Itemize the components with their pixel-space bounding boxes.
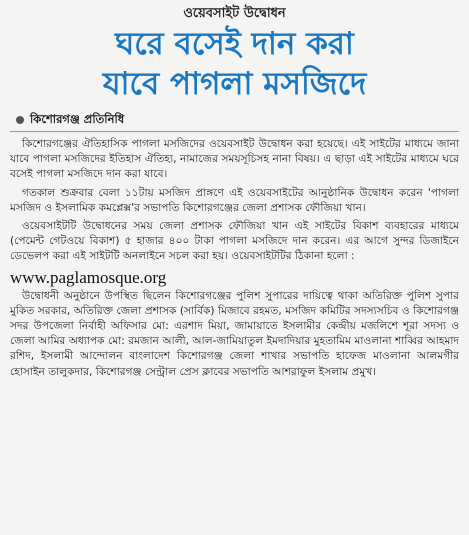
paragraph: গতকাল শুক্রবার বেলা ১১টায় মসজিদ প্রাঙ্গণে এই ওয়েবসাইটের আনুষ্ঠানিক উদ্বোধন করেন 'পাগলা মসজিদ ও ইসলামিক কমপ্লেক্স'র সভাপতি কিশোরগঞ্জের জেলা প্রশাসক ফৌজিয়া খান। <box>10 186 459 214</box>
kicker-label: ওয়েবসাইট উদ্বোধন <box>183 6 286 21</box>
headline-line-2: যাবে পাগলা মসজিদে <box>102 66 367 102</box>
bullet-icon <box>16 116 24 124</box>
byline-text: কিশোরগঞ্জ প্রতিনিধি <box>30 112 125 126</box>
byline <box>16 112 459 127</box>
paragraph: ওয়েবসাইটটি উদ্বোধনের সময় জেলা প্রশাসক ফৌজিয়া খান এই সাইটের বিকাশ ব্যবহারের মাধ্যমে (পেমেন্ট গেটওয়ে বিকাশ) ৫ হাজার ৪০০ টাকা পাগলা মসজিদে দান করেন। এর আগে সুন্দর ডিজাইনে ডেভেলপ করা এই সাইটটি অনলাইনে সচল করা হয়। ওয়েবসাইটটির ঠিকানা হলো : <box>10 220 459 263</box>
divider <box>10 131 459 132</box>
paragraph: উদ্বোধনী অনুষ্ঠানে উপস্থিত ছিলেন কিশোরগঞ্জের পুলিশ সুপারের দায়িত্বে থাকা অতিরিক্ত পুলিশ সুপার মুকিত সরকার, অতিরিক্ত জেলা প্রশাসক (সার্বিক) মিজাবে রহমত, মসজিদ কমিটির সদস্যসচিব ও কিশোরগঞ্জ সদর উপজেলা নির্বাহী অফিসার মো: এরশাদ মিয়া, জামায়াতে ইসলামীর কেন্দ্রীয় মজলিশে শূরা সদস্য ও জেলা আমির অধ্যাপক মো: রমজান আলী, আল-জামিয়াতুল ইমদাদিয়ার মুহতামিম মাওলানা শাব্বির আহমাদ রশিদ, ইসলামী আন্দোলন বাংলাদেশ কিশোরগঞ্জ জেলা শাখার সভাপতি হাফেজ মাওলানা আলমগীর হোসাইন তালুকদার, কিশোরগঞ্জ সেন্ট্রাল প্রেস ক্লাবের সভাপতি আশরাফুল ইসলাম প্রমুখ। <box>10 289 459 378</box>
paragraph: কিশোরগঞ্জের ঐতিহাসিক পাগলা মসজিদের ওয়েবসাইট উদ্বোধন করা হয়েছে। এই সাইটের মাধ্যমে জানা যাবে পাগলা মসজিদের ইতিহাস ঐতিহ্য, নামাজের সময়সূচিসহ নানা বিষয়। এ ছাড়া এই সাইটের মাধ্যমে ঘরে বসেই পাগলা মসজিদে দান করা যাবে। <box>10 138 459 181</box>
article-body <box>10 137 459 380</box>
website-url: www.paglamosque.org <box>10 267 167 287</box>
headline-line-1: ঘরে বসেই দান করা <box>115 26 354 62</box>
headline <box>10 24 459 104</box>
